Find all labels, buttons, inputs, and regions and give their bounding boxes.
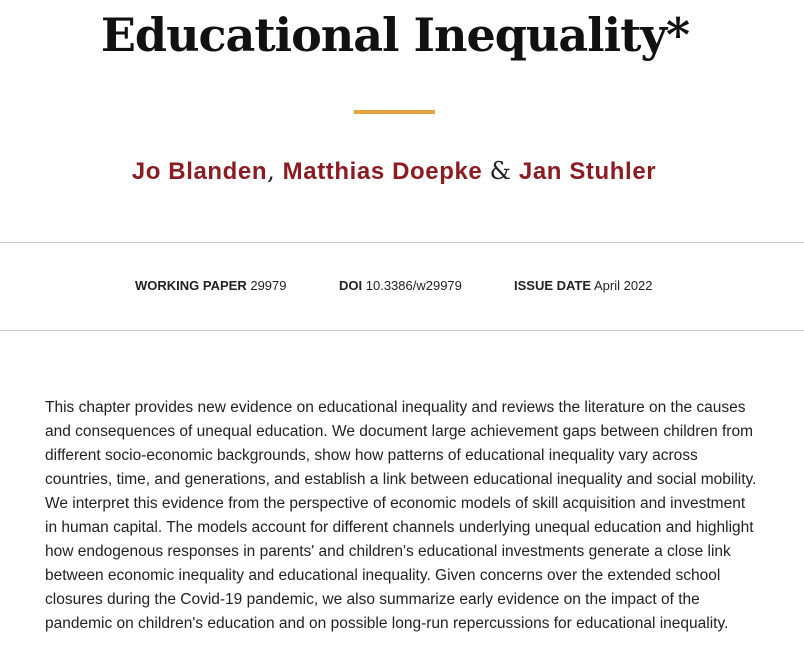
author-separator-comma: , [267,157,276,185]
abstract-text: This chapter provides new evidence on educational inequality and reviews the literature on the causes and consequences of unequal education. We document large achievement gaps between children from different socio-economic backgrounds, show how patterns of educational inequality vary across countries, time, and generations, and establish a link between educational inequality and social mobility. We interpret this evidence from the perspective of economic models of skill acquisition and investment in human capital. The models account for different channels underlying unequal education and highlight how endogenous responses in parents' and children's educational investments generate a close link between economic inequality and educational inequality. Given concerns over the extended school closures during the Covid-19 pandemic, we also summarize early evidence on the impact of the pandemic on children's education and on possible long-run repercussions for educational inequality. [45,399,757,632]
author-link-blanden[interactable]: Jo Blanden [131,158,268,185]
accent-rule [354,110,435,114]
issue-date-label: ISSUE DATE [514,278,592,293]
page-title: Educational Inequality* [100,8,690,62]
doi-meta [339,277,462,295]
author-link-stuhler[interactable]: Jan Stuhler [518,158,657,185]
doi-label: DOI [339,278,363,293]
issue-date-value: April 2022 [593,278,653,293]
author-link-doepke[interactable]: Matthias Doepke [282,158,483,185]
working-paper-number: 29979 [250,278,287,293]
working-paper-meta [135,277,287,295]
author-list [0,155,788,188]
issue-date-meta [514,277,653,295]
working-paper-label: WORKING PAPER [135,278,247,293]
author-separator-ampersand: & [489,157,512,185]
meta-divider-bottom [0,330,804,331]
doi-value: 10.3386/w29979 [365,278,462,293]
meta-divider-top [0,242,804,243]
